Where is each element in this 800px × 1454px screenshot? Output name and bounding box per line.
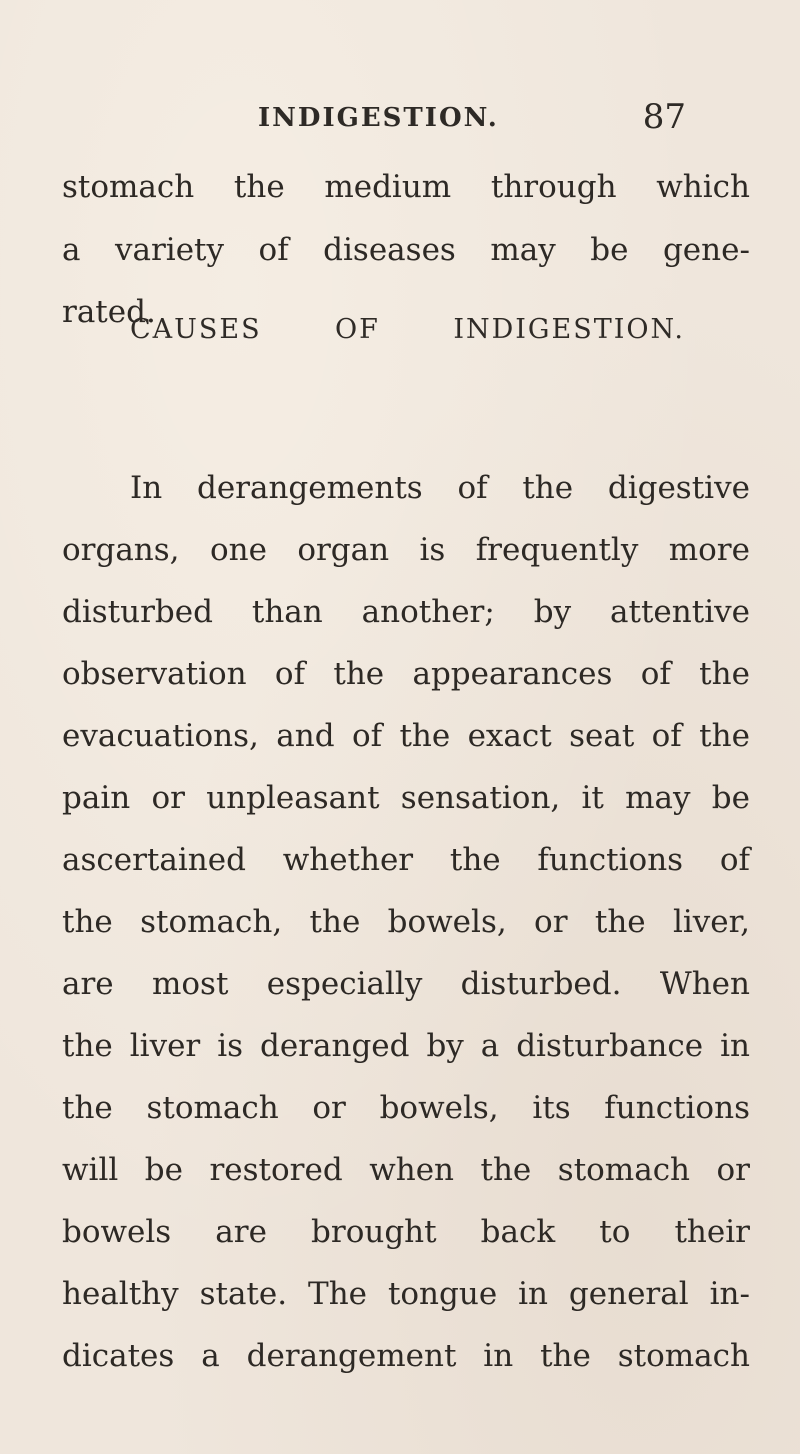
word: brought	[311, 1214, 437, 1250]
word: a	[480, 1028, 500, 1064]
word: seat	[569, 718, 635, 754]
word: through	[490, 169, 617, 205]
word: of	[640, 656, 671, 692]
text-line	[62, 902, 750, 942]
word: in	[518, 1276, 548, 1312]
word: will	[62, 1152, 119, 1188]
word: one	[209, 532, 267, 568]
word: be	[144, 1152, 183, 1188]
word: of	[258, 232, 289, 268]
section-heading	[130, 310, 685, 350]
word: may	[490, 232, 556, 268]
word: in-	[709, 1276, 750, 1312]
word: healthy	[62, 1276, 179, 1312]
text-line	[130, 468, 750, 508]
text-line	[62, 778, 750, 818]
text-line	[62, 716, 750, 756]
word: a	[62, 232, 81, 268]
word: than	[251, 594, 323, 630]
word: ascertained	[62, 842, 246, 878]
word: are	[215, 1214, 267, 1250]
word: derangement	[246, 1338, 457, 1374]
word: deranged	[259, 1028, 410, 1064]
word: the	[309, 904, 361, 940]
word: or	[151, 780, 185, 816]
word: digestive	[607, 470, 750, 506]
word: the	[449, 842, 501, 878]
word: diseases	[323, 232, 456, 268]
running-title: INDIGESTION.	[258, 103, 499, 133]
word: of	[351, 718, 383, 754]
text-line	[62, 964, 750, 1004]
text-line	[62, 840, 750, 880]
text-line	[62, 1336, 750, 1376]
word: disturbed.	[460, 966, 622, 1002]
word: be	[711, 780, 750, 816]
word: the	[399, 718, 451, 754]
word: the	[62, 904, 113, 940]
word: the	[522, 470, 574, 506]
word: of	[457, 470, 488, 506]
running-head	[258, 97, 688, 143]
word: evacuations,	[62, 718, 259, 754]
word: stomach	[146, 1090, 279, 1126]
word: whether	[282, 842, 414, 878]
word: organ	[297, 532, 390, 568]
word: of	[719, 842, 750, 878]
word: especially	[266, 966, 423, 1002]
word: stomach	[557, 1152, 691, 1188]
word: restored	[209, 1152, 343, 1188]
word: of	[274, 656, 306, 692]
word: stomach,	[140, 904, 283, 940]
word: derangements	[196, 470, 423, 506]
word: the	[594, 904, 646, 940]
word: CAUSES	[130, 314, 262, 345]
word: unpleasant	[206, 780, 380, 816]
word: appearances	[412, 656, 613, 692]
word: OF	[335, 314, 380, 345]
word: gene-	[662, 232, 750, 268]
word: most	[152, 966, 229, 1002]
word: dicates	[62, 1338, 175, 1374]
word: functions	[604, 1090, 750, 1126]
word: by	[426, 1028, 464, 1064]
word: it	[581, 780, 604, 816]
text-line	[62, 530, 750, 570]
word: variety	[114, 232, 225, 268]
text-line	[62, 654, 750, 694]
text-line	[62, 230, 750, 270]
word: sensation,	[400, 780, 561, 816]
word: When	[659, 966, 750, 1002]
word: frequently	[475, 532, 639, 568]
word: may	[625, 780, 691, 816]
text-line: rated.	[62, 294, 156, 330]
word: by	[533, 594, 572, 630]
word: and	[276, 718, 335, 754]
word: the	[62, 1090, 113, 1126]
text-line	[62, 1212, 750, 1252]
word: more	[668, 532, 750, 568]
word: The	[308, 1276, 368, 1312]
word: be	[590, 232, 629, 268]
page-number: 87	[642, 97, 686, 137]
text-line	[62, 1026, 750, 1066]
word: general	[568, 1276, 689, 1312]
word: INDIGESTION.	[453, 314, 685, 345]
text-line	[62, 1088, 750, 1128]
text-line	[62, 592, 750, 632]
word: liver	[129, 1028, 201, 1064]
word: the	[233, 169, 285, 205]
word: to	[599, 1214, 631, 1250]
word: its	[532, 1090, 571, 1126]
word: or	[534, 904, 568, 940]
text-line	[62, 1150, 750, 1190]
word: the	[333, 656, 385, 692]
word: bowels,	[387, 904, 507, 940]
word: the	[540, 1338, 591, 1374]
word: is	[419, 532, 446, 568]
word: is	[217, 1028, 244, 1064]
word: in	[483, 1338, 514, 1374]
word: stomach	[62, 169, 195, 205]
word: pain	[62, 780, 131, 816]
word: organs,	[62, 532, 180, 568]
word: attentive	[610, 594, 750, 630]
word: functions	[537, 842, 684, 878]
word: the	[699, 656, 750, 692]
word: a	[201, 1338, 220, 1374]
word: disturbance	[516, 1028, 704, 1064]
word: In	[130, 470, 163, 506]
word: or	[716, 1152, 750, 1188]
word: another;	[361, 594, 495, 630]
word: disturbed	[62, 594, 213, 630]
word: the	[480, 1152, 532, 1188]
word: back	[480, 1214, 556, 1250]
word: their	[674, 1214, 750, 1250]
word: are	[62, 966, 114, 1002]
word: liver,	[672, 904, 750, 940]
word: stomach	[617, 1338, 750, 1374]
word: of	[651, 718, 682, 754]
word: in	[720, 1028, 750, 1064]
word: state.	[199, 1276, 288, 1312]
word: the	[699, 718, 750, 754]
word: tongue	[387, 1276, 498, 1312]
text-line	[62, 1274, 750, 1314]
word: medium	[324, 169, 452, 205]
word: when	[369, 1152, 454, 1188]
word: the	[62, 1028, 113, 1064]
word: which	[656, 169, 750, 205]
word: bowels,	[379, 1090, 499, 1126]
word: exact	[467, 718, 552, 754]
word: bowels	[62, 1214, 172, 1250]
word: observation	[62, 656, 247, 692]
text-line	[62, 167, 750, 207]
word: or	[312, 1090, 346, 1126]
